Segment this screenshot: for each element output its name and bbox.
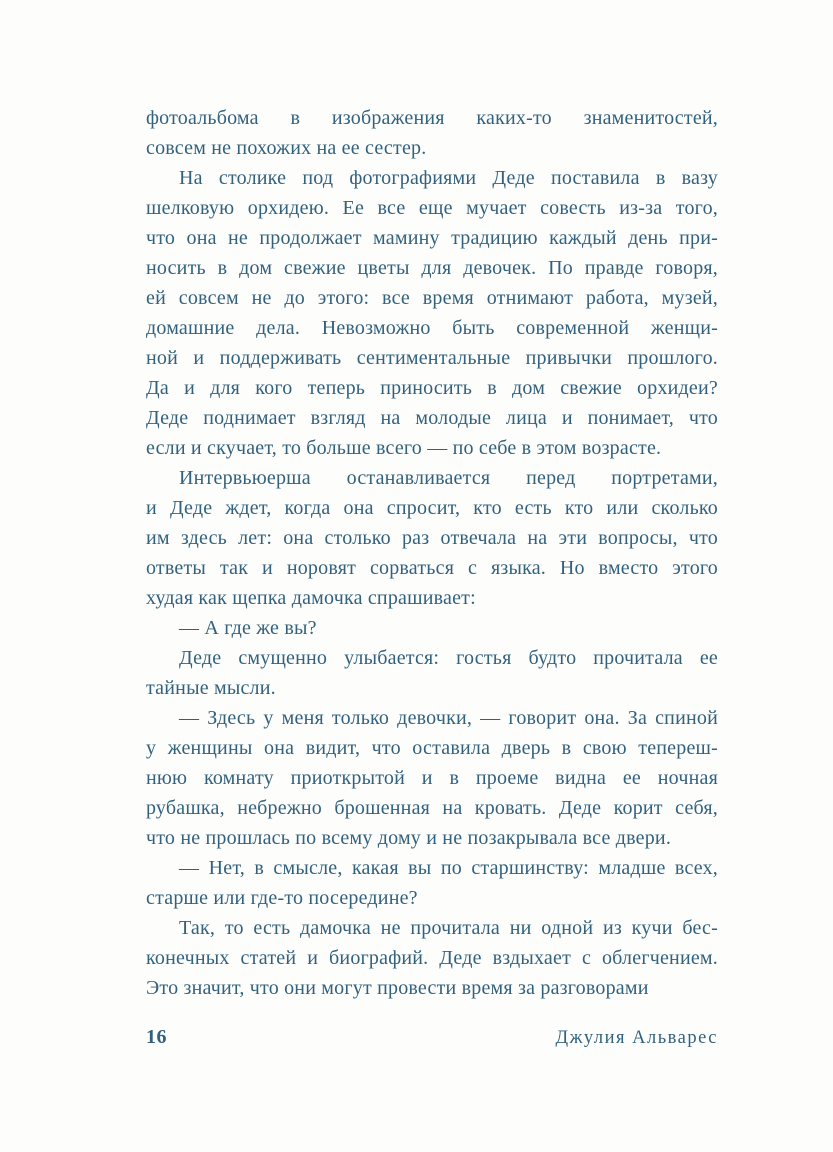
text-line: у женщины она видит, что оставила дверь в свою тепереш- <box>146 737 718 759</box>
text-line: им здесь лет: она столько раз отвечала на эти вопросы, что <box>146 527 718 549</box>
text-line: Это значит, что они могут провести время за разговорами <box>146 977 649 999</box>
text-line: Так, то есть дамочка не прочитала ни одной из кучи бес- <box>179 917 718 939</box>
text-line: — Здесь у меня только девочки, — говорит она. За спиной <box>179 707 718 729</box>
text-line: фотоальбома в изображения каких-то знаменитостей, <box>146 107 718 129</box>
text-line: рубашка, небрежно брошенная на кровать. Деде корит себя, <box>146 797 718 819</box>
text-line: ной и поддерживать сентиментальные привычки прошлого. <box>146 347 718 369</box>
paragraph <box>146 613 718 643</box>
text-line: ответы так и норовят сорваться с языка. Но вместо этого <box>146 557 718 579</box>
paragraph <box>146 853 718 913</box>
text-line: что не прошлась по всему дому и не позакрывала все двери. <box>146 827 672 849</box>
text-line: и Деде ждет, когда она спросит, кто есть кто или сколько <box>146 497 718 519</box>
text-line: совсем не похожих на ее сестер. <box>146 137 427 159</box>
text-line: тайные мысли. <box>146 677 276 699</box>
paragraph <box>146 913 718 1003</box>
paragraph <box>146 103 718 163</box>
paragraph <box>146 643 718 703</box>
text-line: домашние дела. Невозможно быть современной женщи- <box>146 317 718 339</box>
paragraph <box>146 703 718 853</box>
text-line: Да и для кого теперь приносить в дом свежие орхидеи? <box>146 377 718 399</box>
text-line: ей совсем не до этого: все время отнимают работа, музей, <box>146 287 718 309</box>
text-line: — Нет, в смысле, какая вы по старшинству: младше всех, <box>179 857 718 879</box>
page-text <box>146 103 718 1003</box>
text-line: конечных статей и биографий. Деде вздыхает с облегчением. <box>146 947 718 969</box>
paragraph <box>146 163 718 463</box>
author-name: Джулия Альварес <box>555 1028 718 1048</box>
text-line: Деде поднимает взгляд на молодые лица и понимает, что <box>146 407 718 429</box>
paragraph <box>146 463 718 613</box>
text-line: шелковую орхидею. Ее все еще мучает совесть из-за того, <box>146 197 718 219</box>
page-footer <box>146 1026 718 1049</box>
text-line: худая как щепка дамочка спрашивает: <box>146 587 476 609</box>
text-line: — А где же вы? <box>179 617 317 639</box>
text-line: нюю комнату приоткрытой и в проеме видна ее ночная <box>146 767 718 789</box>
page-number: 16 <box>146 1026 167 1048</box>
text-line: если и скучает, то больше всего — по себе в этом возрасте. <box>146 437 662 459</box>
text-line: что она не продолжает мамину традицию каждый день при- <box>146 227 718 249</box>
text-line: На столике под фотографиями Деде поставила в вазу <box>179 167 718 189</box>
text-line: Интервьюерша останавливается перед портретами, <box>179 467 718 489</box>
text-line: носить в дом свежие цветы для девочек. По правде говоря, <box>146 257 718 279</box>
text-line: Деде смущенно улыбается: гостья будто прочитала ее <box>179 647 718 669</box>
text-line: старше или где-то посередине? <box>146 887 418 909</box>
